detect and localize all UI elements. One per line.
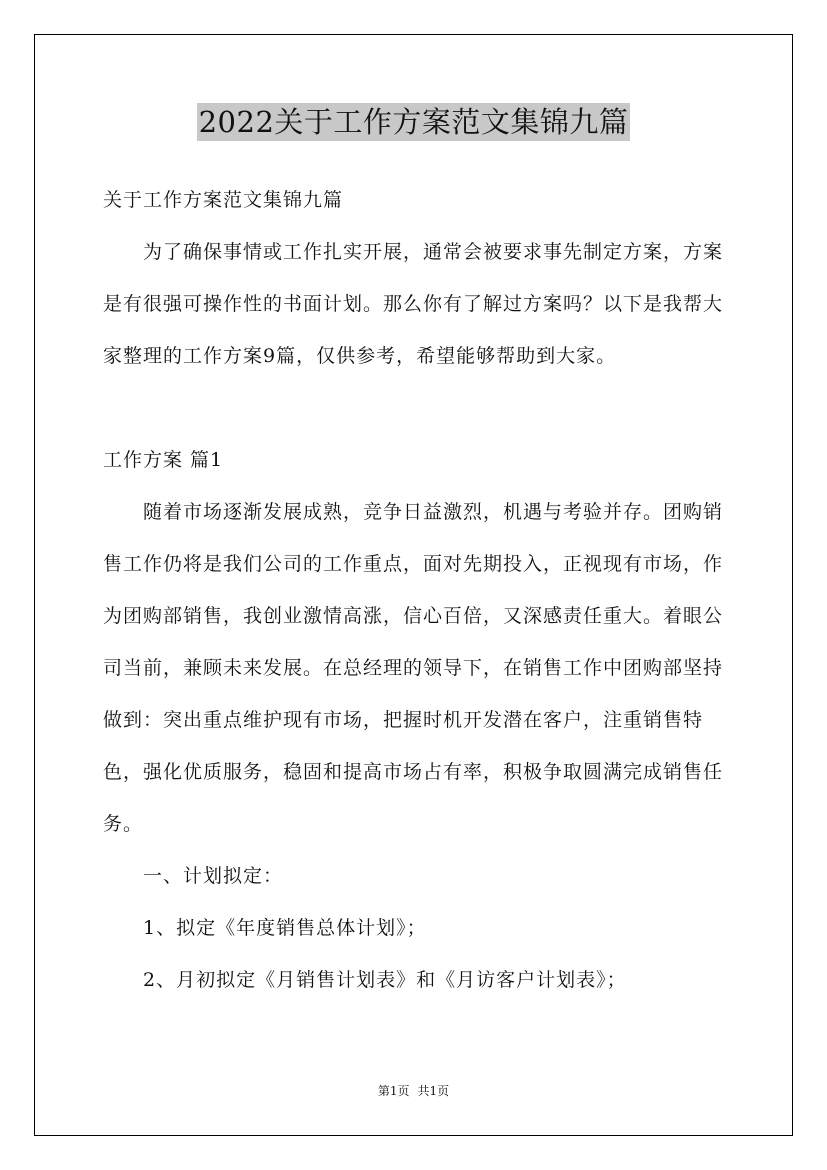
section-heading: 工作方案 篇1 xyxy=(103,449,224,471)
list-item: 2、月初拟定《月销售计划表》和《月访客户计划表》； xyxy=(143,969,627,991)
list-heading: 一、计划拟定： xyxy=(143,865,284,887)
intro-paragraph: 为了确保事情或工作扎实开展，通常会被要求事先制定方案，方案是有很强可操作性的书面计划。那么你有了解过方案吗？以下是我帮大家整理的工作方案9篇，仅供参考，希望能够帮助到大家。 xyxy=(103,241,724,367)
document-body xyxy=(103,174,728,1006)
page-total: 共1页 xyxy=(417,1084,450,1098)
page-footer xyxy=(0,1083,827,1099)
section-paragraph: 随着市场逐渐发展成熟，竞争日益激烈，机遇与考验并存。团购销售工作仍将是我们公司的工作重点，面对先期投入，正视现有市场，作为团购部销售，我创业激情高涨，信心百倍，又深感责任重大。着眼公司当前，兼顾未来发展。在总经理的领导下，在销售工作中团购部坚持做到：突出重点维护现有市场，把握时机开发潜在客户，注重销售特色，强化优质服务，稳固和提高市场占有率，积极争取圆满完成销售任务。 xyxy=(103,501,724,835)
title-container xyxy=(0,103,827,141)
document-title: 2022关于工作方案范文集锦九篇 xyxy=(198,105,629,139)
document-subtitle: 关于工作方案范文集锦九篇 xyxy=(103,189,344,211)
paragraph-spacer xyxy=(103,382,728,434)
list-item: 1、拟定《年度销售总体计划》； xyxy=(143,917,427,939)
page-number: 第1页 xyxy=(377,1084,410,1098)
